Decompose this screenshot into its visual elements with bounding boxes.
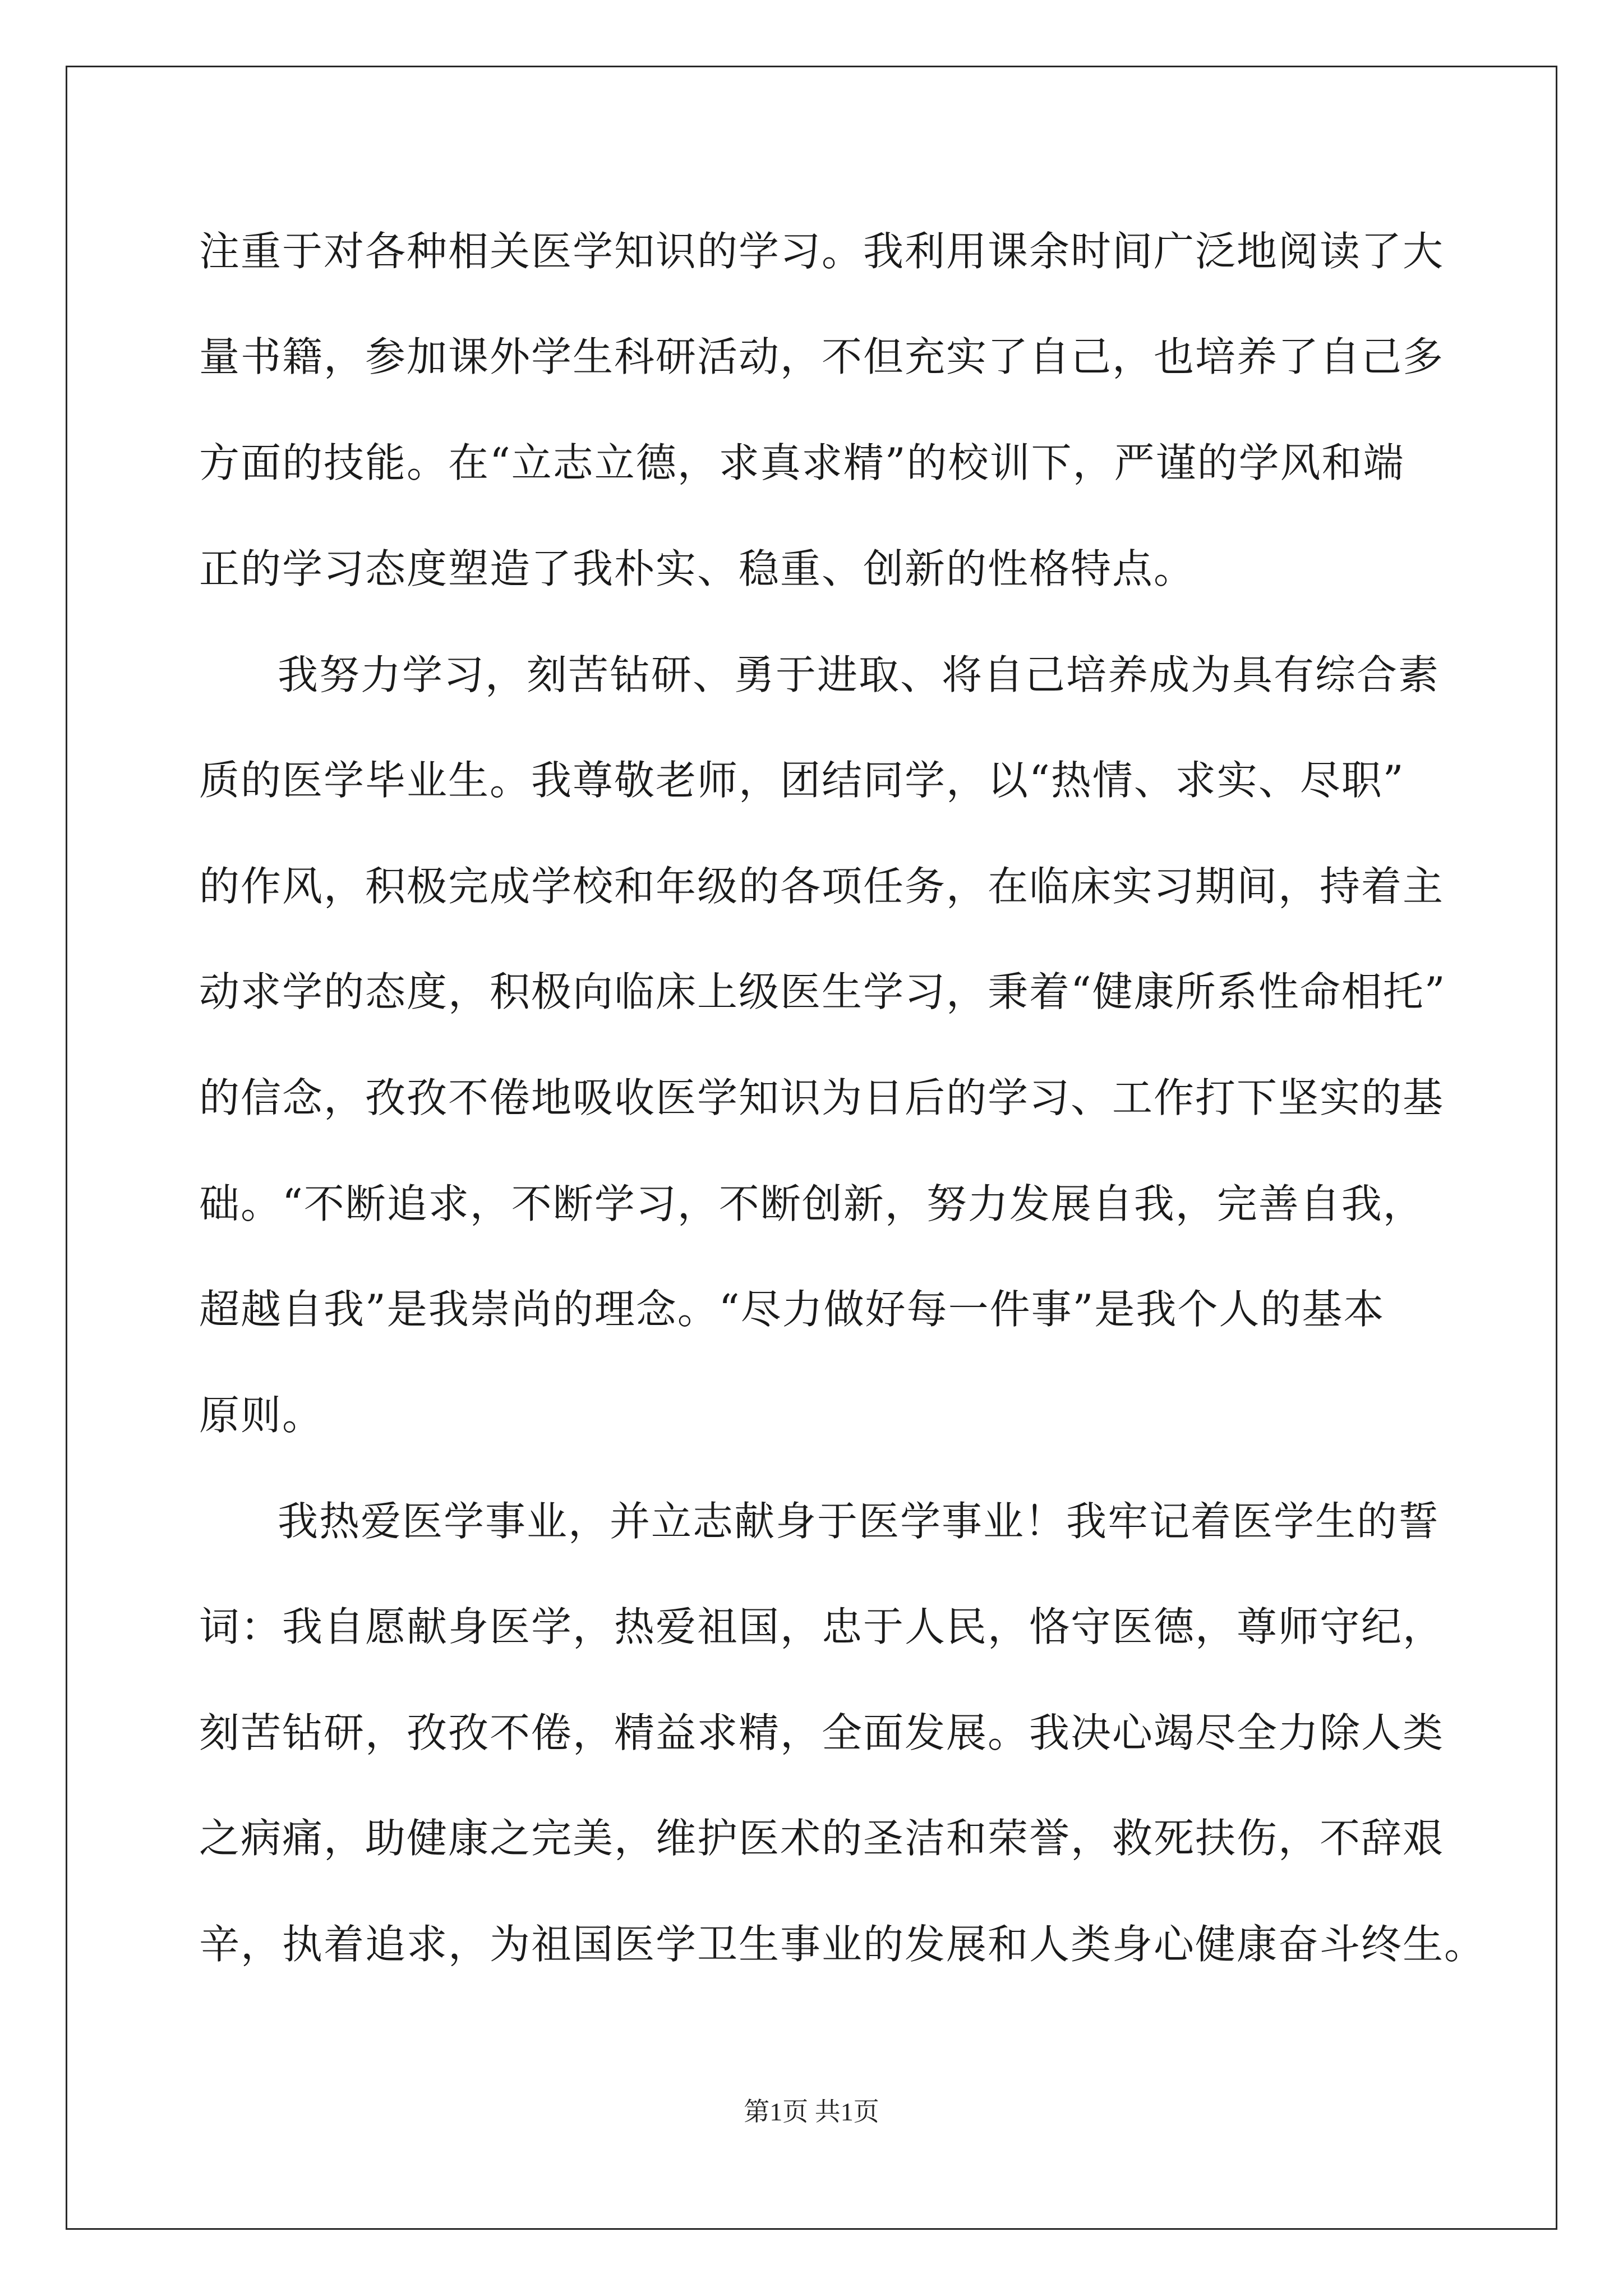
text-line: 方面的技能。在“立志立德，求真求精”的校训下，严谨的学风和端 xyxy=(199,439,1405,486)
text-line: 动求学的态度，积极向临床上级医生学习，秉着“健康所系性命相托” xyxy=(199,968,1446,1015)
text-line: 正的学习态度塑造了我朴实、稳重、创新的性格特点。 xyxy=(199,545,1196,592)
text-line: 的信念，孜孜不倦地吸收医学知识为日后的学习、工作打下坚实的基 xyxy=(199,1074,1445,1121)
text-line: 之病痛，助健康之完美，维护医术的圣洁和荣誉，救死扶伤，不辞艰 xyxy=(199,1815,1445,1862)
text-line: 超越自我”是我崇尚的理念。“尽力做好每一件事”是我个人的基本 xyxy=(199,1286,1385,1333)
text-line: 质的医学毕业生。我尊敬老师，团结同学，以“热情、求实、尽职” xyxy=(199,757,1405,804)
paragraph-first-line: 我努力学习，刻苦钻研、勇于进取、将自己培养成为具有综合素 xyxy=(278,651,1440,698)
page-border xyxy=(66,66,1557,2230)
text-line: 础。“不断追求，不断学习，不断创新，努力发展自我，完善自我， xyxy=(199,1180,1424,1227)
text-line: 词：我自愿献身医学，热爱祖国，忠于人民，恪守医德，尊师守纪， xyxy=(199,1603,1445,1650)
text-line: 量书籍，参加课外学生科研活动，不但充实了自己，也培养了自己多 xyxy=(199,333,1445,380)
text-line: 的作风，积极完成学校和年级的各项任务，在临床实习期间，持着主 xyxy=(199,863,1445,910)
text-line: 注重于对各种相关医学知识的学习。我利用课余时间广泛地阅读了大 xyxy=(199,228,1445,275)
text-line: 辛，执着追求，为祖国医学卫生事业的发展和人类身心健康奋斗终生。 xyxy=(199,1921,1486,1968)
text-line: 原则。 xyxy=(199,1392,324,1439)
text-line: 刻苦钻研，孜孜不倦，精益求精，全面发展。我决心竭尽全力除人类 xyxy=(199,1709,1445,1756)
paragraph-first-line: 我热爱医学事业，并立志献身于医学事业！我牢记着医学生的誓 xyxy=(278,1498,1440,1545)
page-number-footer: 第1页 共1页 xyxy=(744,2097,879,2126)
